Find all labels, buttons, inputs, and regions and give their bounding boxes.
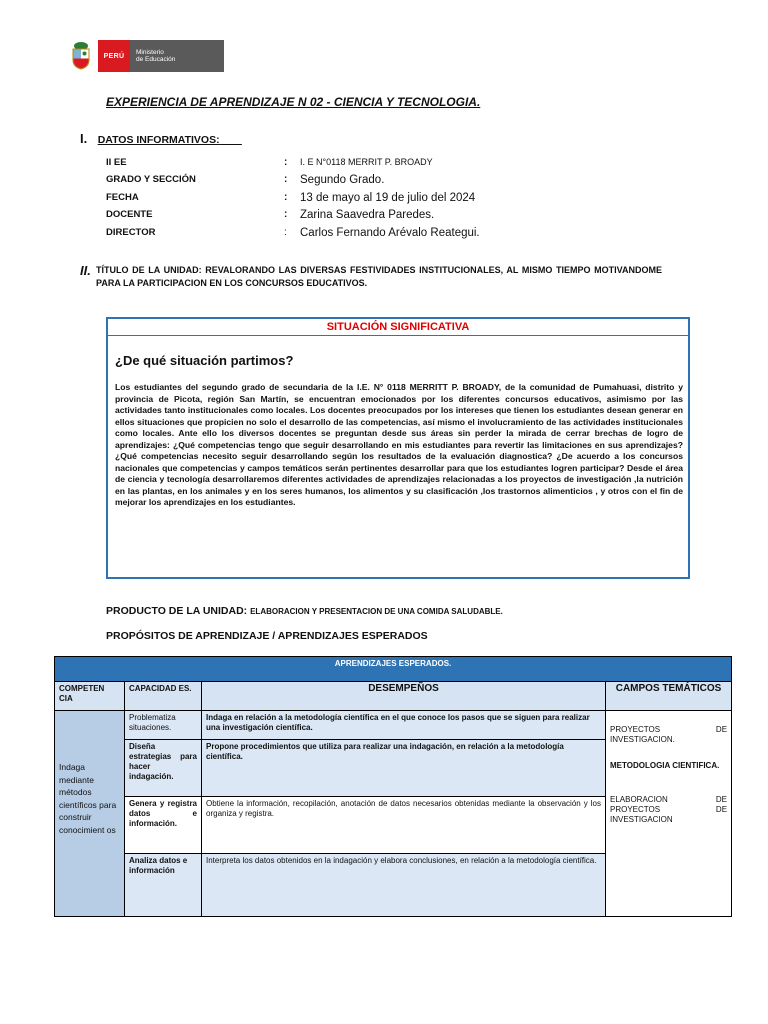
product-line [106,605,503,617]
info-key: II EE [106,157,127,168]
table-row [55,711,732,740]
capacidad-cell: Analiza datos e información [125,854,202,917]
header-desempenos: DESEMPEÑOS [202,682,606,711]
info-row-director [106,227,480,239]
learning-table [54,656,732,917]
info-colon: : [284,192,288,203]
desempeno-cell: Obtiene la información, recopilación, anotación de datos necesarios obtenidas mediante la observación y los organiza y registra. [202,797,606,854]
situation-heading: SITUACIÓN SIGNIFICATIVA [108,319,688,336]
peru-coat-of-arms-icon [68,40,94,70]
capacidad-cell: Genera y registra datos e información. [125,797,202,854]
ministry-name [130,40,224,72]
purposes-heading: PROPÓSITOS DE APRENDIZAJE / APRENDIZAJES ESPERADOS [106,630,428,642]
info-row-ie [106,157,433,168]
situation-box [106,317,690,579]
info-colon: : [284,227,287,238]
product-label: PRODUCTO DE LA UNIDAD: [106,605,248,617]
campo-item: PROYECTOS DE INVESTIGACION. [610,725,728,744]
unit-title: TÍTULO DE LA UNIDAD: REVALORANDO LAS DIVERSAS FESTIVIDADES INSTITUCIONALES, AL MISMO TIEMPO MOTIVANDOME PARA LA PARTICIPACION EN LOS CONCURSOS EDUCATIVOS. [96,265,662,288]
info-value: I. E N°0118 MERRIT P. BROADY [300,157,433,167]
situation-question: ¿De qué situación partimos? [115,353,294,368]
info-value: 13 de mayo al 19 de julio del 2024 [300,192,476,204]
capacidad-cell: Diseña estrategias para hacer indagación. [125,740,202,797]
table-banner: APRENDIZAJES ESPERADOS. [55,657,732,682]
desempeno-cell: Interpreta los datos obtenidos en la indagación y elabora conclusiones, en relación a la metodología científica. [202,854,606,917]
header-campos: CAMPOS TEMÁTICOS [606,682,732,711]
info-key: GRADO Y SECCIÓN [106,174,196,185]
situation-paragraph: Los estudiantes del segundo grado de secundaria de la I.E. N° 0118 MERRITT P. BROADY, de la comunidad de Pumahuasi, distrito y provincia de Picota, región San Martín, se encuentran emocionados por los diferentes concursos educativos, asimismo por las actividades tanto institucionales como locales. Los docentes preocupados por los intereses que tienen los estudiantes desean generar en ellos situaciones que propicien no solo el desarrollo de las competencias, así mismo el involucramiento de las actividades institucionales como locales. Ante ello los diversos docentes se preguntan desde sus áreas sin perder la mirada de cerrar brechas de logro de aprendizajes: ¿Qué competencias tengo que seguir desarrollando en mis estudiantes para revertir las limitaciones en sus aprendizajes? ¿Qué competencias necesito seguir desarrollando según los resultados de la evaluación diagnostica? ¿De acuerdo a los concursos nacionales que competencias y campos temáticos serán pertinentes desarrollar para que los estudiantes logren participar? Desde el área de ciencia y tecnología desarrollaremos diferentes actividades de aprendizajes relacionadas a los proyectos de investigación ,la nutrición en las plantas, en los animales y en los seres humanos, los alimentos y su clasificación ,los trastornos alimenticios , y otros con el fin de mejorar los aprendizajes en los estudiantes. [115,382,683,507]
info-colon: : [284,209,288,220]
document-title: EXPERIENCIA DE APRENDIZAJE N 02 - CIENCIA Y TECNOLOGIA. [106,95,481,109]
ministry-logo [68,40,224,72]
info-value: Segundo Grado. [300,174,385,186]
competencia-cell: Indaga mediante métodos científicos para construir conocimient os [55,711,125,917]
table-banner-row [55,657,732,682]
desempeno-cell: Propone procedimientos que utiliza para realizar una indagación, en relación a la metodología científica. [202,740,606,797]
campo-item: ELABORACION DE PROYECTOS DE INVESTIGACION [610,795,728,824]
section-1-label: DATOS INFORMATIVOS: [97,134,220,146]
campo-item: METODOLOGIA CIENTIFICA. [610,761,720,770]
desempeno-cell: Indaga en relación a la metodología científica en el que conoce los pasos que se siguen para realizar una investigación científica. [202,711,606,740]
peru-label: PERÚ [98,40,130,72]
info-value: Zarina Saavedra Paredes. [300,209,435,221]
table-header-row [55,682,732,711]
info-key: FECHA [106,192,139,203]
info-row-fecha [106,192,475,204]
capacidad-cell: Problematiza situaciones. [125,711,202,740]
section-2-number-text: II. [80,263,91,278]
section-2-number [80,262,91,280]
ministry-line-1: Ministerio [136,49,164,56]
campos-cell [606,711,732,917]
section-1-number: I. [80,131,88,146]
header-competencia: COMPETEN CIA [55,682,125,711]
info-key: DIRECTOR [106,227,156,238]
ministry-line-2: de Educación [136,56,176,63]
info-colon: : [284,174,288,185]
info-key: DOCENTE [106,209,153,220]
header-capacidades: CAPACIDAD ES. [125,682,202,711]
section-1-heading [80,130,242,148]
info-colon: : [284,157,288,168]
product-value: ELABORACION Y PRESENTACION DE UNA COMIDA SALUDABLE. [250,607,503,616]
info-row-docente [106,209,434,221]
info-value: Carlos Fernando Arévalo Reategui. [300,227,480,239]
info-row-grado [106,174,384,186]
